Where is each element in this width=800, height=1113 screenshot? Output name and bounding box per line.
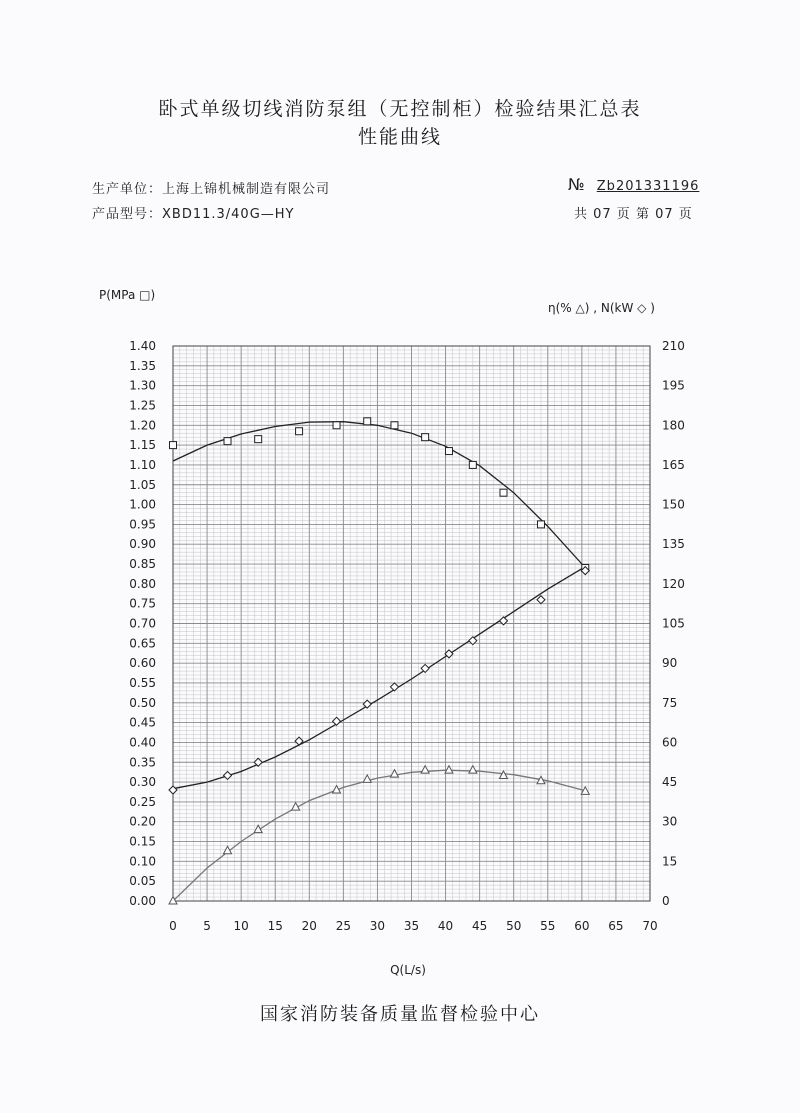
report-title: 卧式单级切线消防泵组（无控制柜）检验结果汇总表 xyxy=(158,98,642,120)
left-tick-label: 0.85 xyxy=(129,557,156,572)
left-axis-label: P(MPa □) xyxy=(99,288,156,302)
left-tick-label: 1.25 xyxy=(129,398,156,413)
x-tick-label: 50 xyxy=(506,919,522,933)
right-tick-label: 90 xyxy=(662,656,678,671)
right-tick-label: 165 xyxy=(662,457,685,472)
pressure-point xyxy=(296,428,303,435)
x-tick-label: 70 xyxy=(642,919,658,933)
pressure-point xyxy=(255,436,262,443)
right-tick-labels xyxy=(662,339,685,908)
right-tick-label: 195 xyxy=(662,378,685,393)
left-tick-labels xyxy=(129,339,156,908)
right-tick-label: 210 xyxy=(662,339,685,353)
right-tick-label: 15 xyxy=(662,854,678,869)
left-tick-label: 0.65 xyxy=(129,636,156,651)
left-tick-label: 0.75 xyxy=(129,596,156,611)
right-tick-label: 105 xyxy=(662,616,685,631)
x-axis-label: Q(L/s) xyxy=(390,963,426,977)
right-tick-label: 180 xyxy=(662,418,685,433)
x-tick-label: 20 xyxy=(301,919,317,933)
efficiency-point xyxy=(499,771,507,779)
right-tick-label: 75 xyxy=(662,695,678,710)
efficiency-point xyxy=(421,766,429,774)
x-tick-label: 5 xyxy=(203,919,211,933)
x-tick-label: 10 xyxy=(233,919,249,933)
x-tick-label: 65 xyxy=(608,919,624,933)
left-tick-label: 0.60 xyxy=(129,656,156,671)
efficiency-point xyxy=(363,775,371,783)
left-tick-label: 1.15 xyxy=(129,438,156,453)
manufacturer-label: 生产单位：上海上锦机械制造有限公司 xyxy=(92,182,331,197)
efficiency-point xyxy=(390,770,398,778)
fit-curves xyxy=(173,422,587,901)
left-tick-label: 0.55 xyxy=(129,675,156,690)
left-tick-label: 0.10 xyxy=(129,854,156,869)
pressure-point xyxy=(422,434,429,441)
left-tick-label: 1.30 xyxy=(129,378,156,393)
left-tick-label: 0.50 xyxy=(129,695,156,710)
left-tick-label: 1.00 xyxy=(129,497,156,512)
model-label: 产品型号：XBD11.3/40G—HY xyxy=(92,207,295,222)
x-tick-label: 25 xyxy=(335,919,351,933)
pressure-point xyxy=(333,422,340,429)
right-tick-label: 30 xyxy=(662,814,678,829)
x-tick-label: 40 xyxy=(437,919,454,933)
pressure-point xyxy=(224,438,231,445)
x-tick-label: 60 xyxy=(574,919,590,933)
pressure-point xyxy=(391,422,398,429)
left-tick-label: 0.15 xyxy=(129,834,156,849)
efficiency-point xyxy=(469,766,477,774)
curve-square xyxy=(173,422,587,570)
efficiency-point xyxy=(445,766,453,774)
x-tick-labels xyxy=(169,919,657,933)
power-point xyxy=(537,596,545,604)
power-point xyxy=(390,683,398,691)
x-tick-label: 15 xyxy=(267,919,283,933)
left-tick-label: 1.40 xyxy=(129,339,156,353)
left-tick-label: 0.35 xyxy=(129,755,156,770)
pressure-point xyxy=(500,489,507,496)
left-tick-label: 0.95 xyxy=(129,517,156,532)
left-tick-label: 0.30 xyxy=(129,775,156,790)
pressure-point xyxy=(537,521,544,528)
pressure-point xyxy=(469,461,476,468)
issuer-footer: 国家消防装备质量监督检验中心 xyxy=(260,1004,540,1025)
right-tick-label: 0 xyxy=(662,894,670,908)
left-tick-label: 1.20 xyxy=(129,418,156,433)
left-tick-label: 0.00 xyxy=(129,894,156,908)
left-tick-label: 0.70 xyxy=(129,616,156,631)
report-number-value: Zb201331196 xyxy=(596,179,700,194)
data-markers xyxy=(169,418,589,904)
pressure-point xyxy=(364,418,371,425)
left-tick-label: 0.05 xyxy=(129,874,156,889)
left-tick-label: 1.35 xyxy=(129,358,156,373)
number-symbol: № xyxy=(568,175,586,194)
left-tick-label: 0.80 xyxy=(129,576,156,591)
curve-diamond xyxy=(173,565,587,788)
left-tick-label: 0.20 xyxy=(129,814,156,829)
right-tick-label: 150 xyxy=(662,497,685,512)
x-tick-label: 45 xyxy=(472,919,488,933)
page-count: 共 07 页 第 07 页 xyxy=(574,207,693,222)
right-axis-label: η(% △) , N(kW ◇ ) xyxy=(548,301,655,315)
power-point xyxy=(169,786,177,794)
right-tick-label: 60 xyxy=(662,735,678,750)
left-tick-label: 1.05 xyxy=(129,477,156,492)
x-tick-label: 55 xyxy=(540,919,556,933)
left-tick-label: 0.25 xyxy=(129,794,156,809)
right-tick-label: 135 xyxy=(662,537,685,552)
left-tick-label: 1.10 xyxy=(129,457,156,472)
left-tick-label: 0.45 xyxy=(129,715,156,730)
x-tick-label: 0 xyxy=(169,919,177,933)
pressure-point xyxy=(445,448,452,455)
right-tick-label: 120 xyxy=(662,576,685,591)
x-tick-label: 30 xyxy=(369,919,386,933)
left-tick-label: 0.40 xyxy=(129,735,156,750)
right-tick-label: 45 xyxy=(662,775,678,790)
report-subtitle: 性能曲线 xyxy=(357,126,442,148)
x-tick-label: 35 xyxy=(403,919,420,933)
left-tick-label: 0.90 xyxy=(129,537,156,552)
pressure-point xyxy=(170,442,177,449)
